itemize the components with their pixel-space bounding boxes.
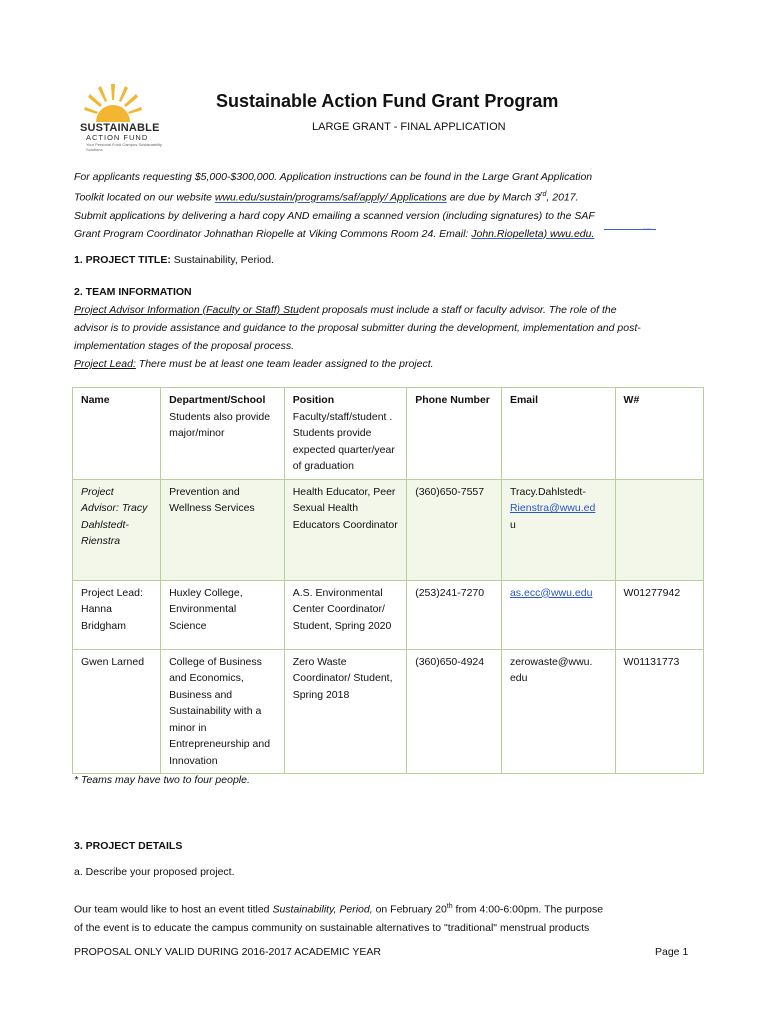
column-label: Department/School bbox=[169, 394, 266, 406]
description-line-1 bbox=[74, 898, 694, 919]
header-dept bbox=[161, 388, 285, 480]
column-label: W# bbox=[623, 394, 640, 406]
cell-phone: (360)650-4924 bbox=[407, 649, 502, 774]
logo-text-primary: SUSTAINABLE bbox=[80, 122, 160, 134]
cell-position: Health Educator, Peer Sexual Health Educators Coordinator bbox=[284, 479, 407, 580]
details-item-a: a. Describe your proposed project. bbox=[74, 866, 235, 878]
team-table bbox=[72, 387, 704, 774]
email-part: u bbox=[509, 518, 516, 531]
intro-text: , 2017. bbox=[546, 191, 579, 204]
cell-dept: College of Business and Economics, Business and Sustainability with a minor in Entrepreneurship and Innovation bbox=[161, 649, 285, 774]
advisor-line-2: advisor is to provide assistance and guidance to the proposal submitter during the development, implementation and post- bbox=[74, 322, 641, 334]
lead-text: There must be at least one team leader assigned to the project. bbox=[135, 358, 434, 370]
project-details-heading: 3. PROJECT DETAILS bbox=[74, 840, 183, 852]
header-position bbox=[284, 388, 407, 480]
tiny-link-mark: _ __ bbox=[643, 224, 651, 229]
cell-text: Project Lead: Hanna Bridgham bbox=[81, 586, 143, 632]
project-title-section bbox=[74, 254, 274, 266]
ordinal-suffix: rd bbox=[540, 191, 547, 198]
project-title-value: Sustainability, Period. bbox=[170, 254, 274, 266]
header-email bbox=[501, 388, 615, 480]
column-label: Name bbox=[81, 394, 110, 406]
table-row bbox=[73, 580, 704, 649]
intro-line-4 bbox=[74, 225, 674, 243]
intro-text: are due by March 3 bbox=[446, 191, 541, 204]
column-label: Position bbox=[292, 394, 335, 406]
sun-logo-icon bbox=[84, 82, 142, 124]
description-text: on February 20 bbox=[372, 903, 447, 916]
cell-name: Gwen Larned bbox=[73, 649, 161, 774]
table-header-row bbox=[73, 388, 704, 480]
event-title: Sustainability, Period, bbox=[272, 903, 373, 916]
header-w-number bbox=[615, 388, 703, 480]
intro-text: Grant Program Coordinator Johnathan Riopelle at Viking Commons Room 24. Email: bbox=[74, 227, 472, 240]
lead-label: Project Lead: bbox=[74, 358, 136, 370]
intro-line-1: For applicants requesting $5,000-$300,000. Application instructions can be found in the Large Grant Application bbox=[74, 171, 593, 183]
cell-email: zerowaste@wwu. edu bbox=[501, 649, 615, 774]
description-line-2: of the event is to educate the campus community on sustainable alternatives to "traditional" menstrual products bbox=[74, 921, 590, 934]
link-underline bbox=[604, 229, 656, 230]
project-title-label: 1. PROJECT TITLE: bbox=[74, 254, 171, 266]
description-text: from 4:00-6:00pm. The purpose bbox=[452, 903, 604, 916]
advisor-line-3: implementation stages of the proposal process. bbox=[74, 340, 295, 352]
column-label: Phone Number bbox=[415, 394, 490, 406]
website-link[interactable]: wwu.edu/sustain/programs/saf/apply/ Applications bbox=[214, 191, 447, 204]
column-label: Email bbox=[509, 394, 538, 406]
logo-tagline: Your Personal Fund Campus Sustainability Solutions bbox=[86, 142, 162, 152]
saf-logo bbox=[78, 82, 178, 152]
intro-line-2 bbox=[74, 186, 674, 207]
description-text: Our team would like to host an event titled bbox=[74, 903, 273, 916]
cell-dept: Huxley College, Environmental Science bbox=[161, 580, 285, 649]
cell-phone: (253)241-7270 bbox=[407, 580, 502, 649]
table-row bbox=[73, 479, 704, 580]
cell-position: Zero Waste Coordinator/ Student, Spring 2018 bbox=[284, 649, 407, 774]
cell-email bbox=[501, 580, 615, 649]
cell-name bbox=[73, 580, 161, 649]
project-description bbox=[74, 898, 694, 937]
cell-email bbox=[501, 479, 615, 580]
table-row bbox=[73, 649, 704, 774]
email-part: Tracy.Dahlstedt- bbox=[509, 485, 586, 498]
document-title: Sustainable Action Fund Grant Program bbox=[216, 91, 559, 111]
email-link[interactable]: Rienstra@wwu.ed bbox=[509, 502, 596, 514]
column-note: Students also provide major/minor bbox=[169, 410, 271, 439]
cell-w-number: W01277942 bbox=[615, 580, 703, 649]
cell-w-number: W01131773 bbox=[615, 649, 703, 774]
footer-validity: PROPOSAL ONLY VALID DURING 2016-2017 ACADEMIC YEAR bbox=[74, 946, 381, 958]
header-name bbox=[73, 388, 161, 480]
cell-phone: (360)650-7557 bbox=[407, 479, 502, 580]
intro-instructions bbox=[74, 168, 674, 243]
email-link[interactable]: as.ecc@wwu.edu bbox=[509, 586, 593, 599]
team-info-heading: 2. TEAM INFORMATION bbox=[74, 286, 192, 298]
cell-w-number bbox=[615, 479, 703, 580]
column-note: Faculty/staff/student . Students provide expected quarter/year of graduation bbox=[292, 410, 395, 472]
advisor-text: dent proposals must include a staff or faculty advisor. The role of the bbox=[298, 304, 617, 316]
team-size-note: * Teams may have two to four people. bbox=[74, 774, 250, 786]
cell-name bbox=[73, 479, 161, 580]
advisor-line-1 bbox=[74, 301, 694, 319]
document-subtitle: LARGE GRANT - FINAL APPLICATION bbox=[312, 121, 506, 133]
lead-line bbox=[74, 355, 694, 373]
advisor-label: Project Advisor Information (Faculty or Staff) Stu bbox=[74, 304, 299, 316]
header-phone bbox=[407, 388, 502, 480]
intro-line-3: Submit applications by delivering a hard copy AND emailing a scanned version (including signatures) to the SAF bbox=[74, 209, 595, 222]
page-number: Page 1 bbox=[655, 946, 689, 958]
logo-text-secondary: ACTION FUND bbox=[86, 133, 149, 142]
cell-text: Project Advisor: Tracy Dahlstedt-Rienstra bbox=[81, 485, 148, 547]
cell-position: A.S. Environmental Center Coordinator/ Student, Spring 2020 bbox=[284, 580, 407, 649]
advisor-instructions bbox=[74, 301, 694, 373]
intro-text: Toolkit located on our website bbox=[74, 191, 215, 204]
ordinal-suffix: th bbox=[446, 903, 453, 910]
cell-dept: Prevention and Wellness Services bbox=[161, 479, 285, 580]
email-link[interactable]: John.Riopelleta) wwu.edu. bbox=[471, 227, 595, 240]
